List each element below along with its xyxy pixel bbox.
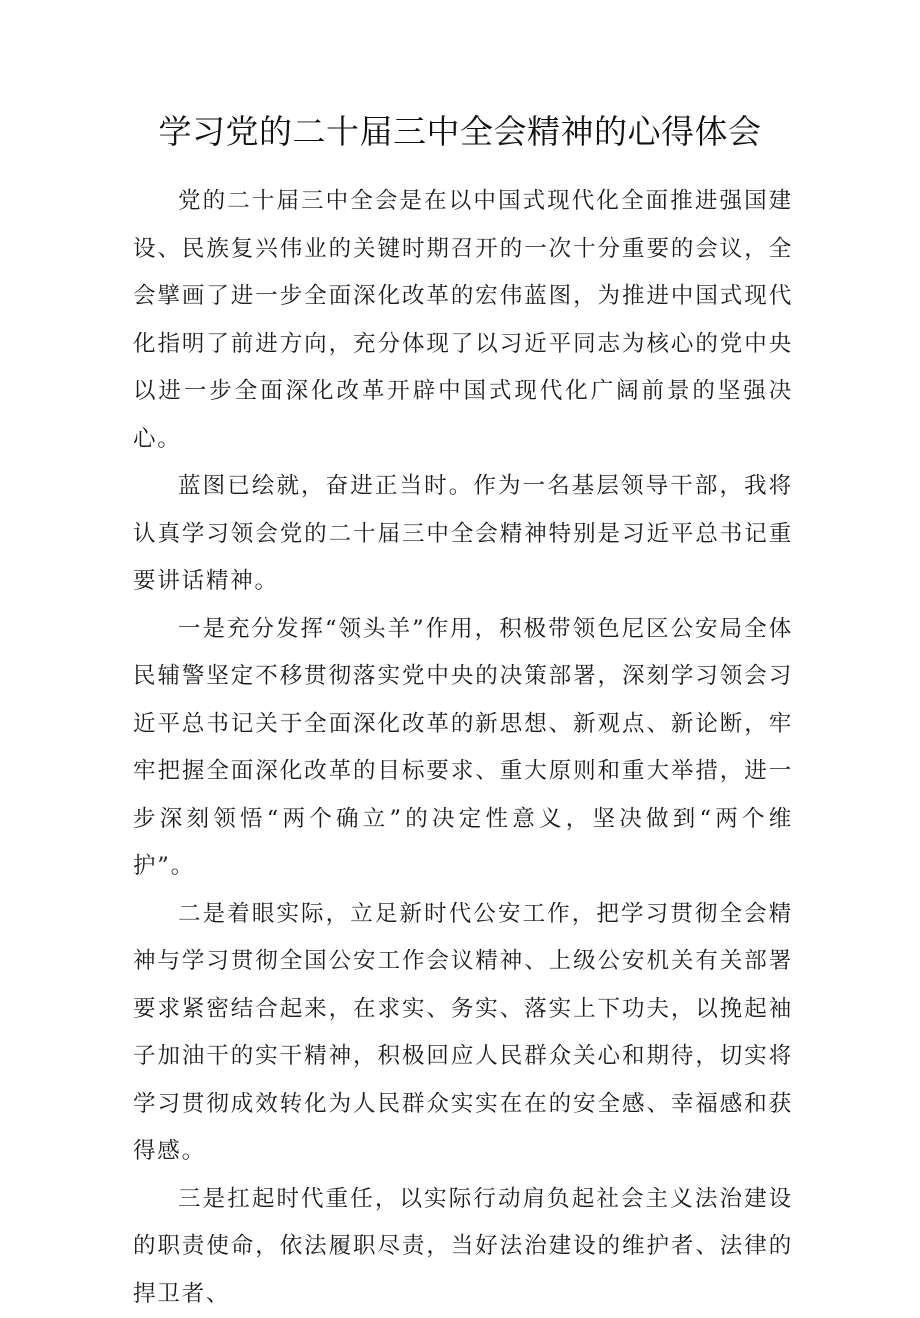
paragraph-commitment: 蓝图已绘就，奋进正当时。作为一名基层领导干部，我将认真学习领会党的二十届三中全会精神特别是习近平总书记重要讲话精神。 — [133, 463, 793, 606]
paragraph-intro: 党的二十届三中全会是在以中国式现代化全面推进强国建设、民族复兴伟业的关键时期召开的一次十分重要的会议，全会擘画了进一步全面深化改革的宏伟蓝图，为推进中国式现代化指明了前进方向，充分体现了以习近平同志为核心的党中央以进一步全面深化改革开辟中国式现代化广阔前景的坚强决心。 — [133, 178, 793, 463]
paragraph-point-three: 三是扛起时代重任，以实际行动肩负起社会主义法治建设的职责使命，依法履职尽责，当好法治建设的维护者、法律的捍卫者、 — [133, 1176, 793, 1318]
document-title: 学习党的二十届三中全会精神的心得体会 — [0, 108, 920, 156]
paragraph-point-one: 一是充分发挥“领头羊”作用，积极带领色尼区公安局全体民辅警坚定不移贯彻落实党中央的决策部署，深刻学习领会习近平总书记关于全面深化改革的新思想、新观点、新论断，牢牢把握全面深化改革的目标要求、重大原则和重大举措，进一步深刻领悟“两个确立”的决定性意义，坚决做到“两个维护”。 — [133, 606, 793, 891]
paragraph-point-two: 二是着眼实际，立足新时代公安工作，把学习贯彻全会精神与学习贯彻全国公安工作会议精神、上级公安机关有关部署要求紧密结合起来，在求实、务实、落实上下功夫，以挽起袖子加油干的实干精神，积极回应人民群众关心和期待，切实将学习贯彻成效转化为人民群众实实在在的安全感、幸福感和获得感。 — [133, 891, 793, 1176]
document-body — [133, 178, 793, 1318]
